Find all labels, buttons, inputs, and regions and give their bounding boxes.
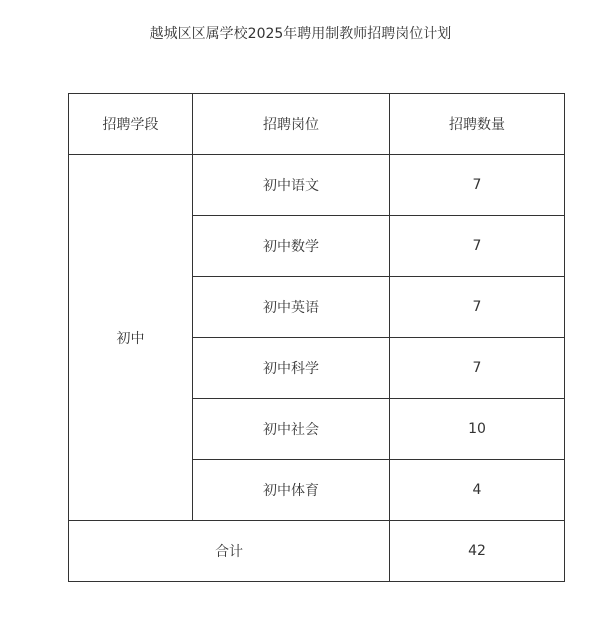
count-cell: 7 <box>390 216 565 277</box>
header-count: 招聘数量 <box>390 94 565 155</box>
total-label: 合计 <box>69 521 390 582</box>
position-cell: 初中社会 <box>193 399 390 460</box>
stage-cell: 初中 <box>69 155 193 521</box>
count-cell: 7 <box>390 277 565 338</box>
header-position: 招聘岗位 <box>193 94 390 155</box>
position-cell: 初中数学 <box>193 216 390 277</box>
page-title: 越城区区属学校2025年聘用制教师招聘岗位计划 <box>149 26 452 42</box>
count-cell: 7 <box>390 155 565 216</box>
position-cell: 初中科学 <box>193 338 390 399</box>
count-cell: 7 <box>390 338 565 399</box>
count-cell: 4 <box>390 460 565 521</box>
position-cell: 初中体育 <box>193 460 390 521</box>
total-value: 42 <box>390 521 565 582</box>
position-cell: 初中语文 <box>193 155 390 216</box>
position-cell: 初中英语 <box>193 277 390 338</box>
table-row <box>69 155 565 216</box>
total-row <box>69 521 565 582</box>
count-cell: 10 <box>390 399 565 460</box>
recruitment-table <box>68 93 565 582</box>
table-header-row <box>69 94 565 155</box>
header-stage: 招聘学段 <box>69 94 193 155</box>
